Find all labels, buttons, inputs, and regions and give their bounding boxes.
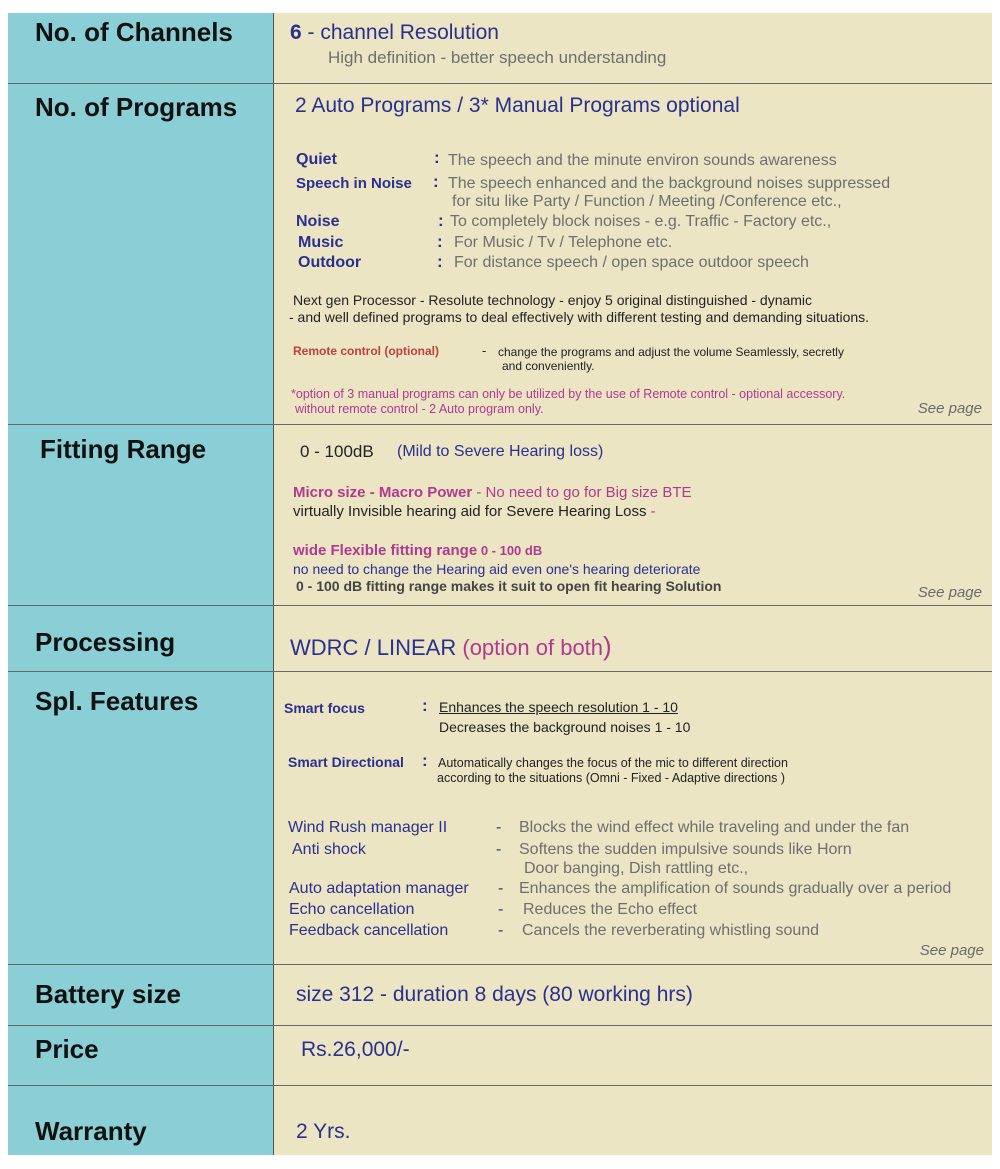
fitting-range-note: (Mild to Severe Hearing loss): [397, 443, 604, 460]
program-music-name: Music: [298, 234, 344, 251]
fitting-range-label: Fitting Range: [40, 434, 207, 464]
warranty-value: 2 Yrs.: [296, 1120, 351, 1143]
price-label: Price: [35, 1034, 99, 1064]
channels-subtext: High definition - better speech understanding: [328, 48, 667, 67]
smart-directional-line-1: Automatically changes the focus of the mic to different direction: [438, 756, 788, 770]
feature-wind-rush-name: Wind Rush manager II: [288, 819, 448, 836]
program-speech-noise-name: Speech in Noise: [296, 175, 412, 192]
smart-focus-line-1: Enhances the speech resolution 1 - 10: [439, 699, 678, 715]
row-price: [8, 1026, 992, 1085]
program-speech-noise-desc: The speech enhanced and the background noises suppressed: [448, 175, 891, 192]
smart-focus-line-2: Decreases the background noises 1 - 10: [439, 719, 691, 735]
invisible-line: virtually Invisible hearing aid for Severe Hearing Loss -: [293, 503, 656, 520]
smart-focus-name: Smart focus: [284, 700, 365, 716]
channels-label: No. of Channels: [35, 17, 233, 47]
spec-table: [8, 13, 992, 1155]
price-value: Rs.26,000/-: [301, 1038, 410, 1061]
battery-value: size 312 - duration 8 days (80 working hrs): [296, 983, 693, 1006]
feature-anti-shock-name: Anti shock: [292, 841, 366, 858]
row-programs: No. of Programs 2 Auto Programs / 3* Manual Programs optional Quiet : The speech and the minute environ sounds awareness Speech in Noise : The speech enhanced and the background noises suppressed for situ like Party / Function / Meeting /Conference etc., Noise : To completely block noises - e.g. Traffic - Factory etc., Music : For Music / Tv / Telephone etc. Outdoor : For distance speech / open space outdoor speech Next gen Processor - Resolute technology - enjoy 5 original distinguished - dynamic - and well defined programs to deal effectively with different testing and demanding situations. Remote control (optional) - change the programs and adjust the volume Seamlessly, secretly and conveniently. *option of 3 manual programs can only be utilized by the use of Remote control - optional accessory. without remote control - 2 Auto program only. See page: [8, 84, 992, 424]
processing-value: WDRC / LINEAR (option of both): [290, 631, 612, 661]
warranty-label: Warranty: [35, 1116, 147, 1146]
row-channels: [8, 13, 992, 83]
row-processing: [8, 606, 992, 671]
option-note-1: *option of 3 manual programs can only be utilized by the use of Remote control - optional accessory.: [291, 387, 846, 401]
micro-size-line: Micro size - Macro Power - No need to go for Big size BTE: [293, 484, 692, 501]
see-page-link[interactable]: See page: [917, 584, 982, 601]
feature-feedback-desc: Cancels the reverberating whistling sound: [522, 922, 820, 939]
feature-anti-shock-desc: Softens the sudden impulsive sounds like Horn: [519, 841, 852, 858]
feature-echo-desc: Reduces the Echo effect: [523, 901, 698, 918]
fitting-range-value: 0 - 100dB: [300, 442, 374, 461]
feature-echo-name: Echo cancellation: [289, 901, 415, 918]
remote-control-label: Remote control (optional): [293, 344, 439, 358]
special-features-label: Spl. Features: [35, 686, 199, 716]
feature-wind-rush-desc: Blocks the wind effect while traveling and under the fan: [519, 819, 910, 836]
option-note-2: without remote control - 2 Auto program only.: [295, 402, 544, 416]
row-warranty: [8, 1086, 992, 1155]
programs-headline: 2 Auto Programs / 3* Manual Programs optional: [295, 94, 740, 117]
smart-directional-line-2: according to the situations (Omni - Fixed - Adaptive directions ): [437, 771, 786, 785]
program-noise-desc: To completely block noises - e.g. Traffic - Factory etc.,: [450, 213, 832, 230]
processing-label: Processing: [35, 627, 176, 657]
feature-auto-adaptation-name: Auto adaptation manager: [289, 880, 469, 897]
flexible-range-line: wide Flexible fitting range 0 - 100 dB: [293, 542, 543, 559]
row-special-features: Spl. Features Smart focus : Enhances the speech resolution 1 - 10 Decreases the background noises 1 - 10 Smart Directional : Automatically changes the focus of the mic to different direction according to the situations (Omni - Fixed - Adaptive directions ) Wind Rush manager II - Blocks the wind effect while traveling and under the fan Anti shock - Softens the sudden impulsive sounds like Horn Door banging, Dish rattling etc., Auto adaptation manager - Enhances the amplification of sounds gradually over a period Echo cancellation - Reduces the Echo effect Feedback cancellation - Cancels the reverberating whistling sound See page: [8, 672, 992, 964]
program-quiet-desc: The speech and the minute environ sounds awareness: [448, 152, 837, 169]
program-quiet-name: Quiet: [296, 151, 337, 168]
remote-control-line-2: and conveniently.: [502, 359, 595, 373]
smart-directional-name: Smart Directional: [288, 754, 404, 770]
battery-label: Battery size: [35, 979, 181, 1009]
program-music-desc: For Music / Tv / Telephone etc.: [454, 234, 673, 251]
processor-line-2: - and well defined programs to deal effectively with different testing and demanding situations.: [289, 309, 870, 325]
channels-value: 6 - channel Resolution: [290, 21, 499, 44]
see-page-link[interactable]: See page: [917, 400, 982, 417]
program-noise-name: Noise: [296, 213, 340, 230]
flexible-range-line-2: no need to change the Hearing aid even one's hearing deteriorate: [293, 561, 701, 577]
program-outdoor-desc: For distance speech / open space outdoor speech: [454, 254, 809, 271]
see-page-link[interactable]: See page: [919, 942, 984, 959]
flexible-range-line-3: 0 - 100 dB fitting range makes it suit to open fit hearing Solution: [296, 578, 722, 594]
programs-label: No. of Programs: [35, 92, 238, 122]
feature-feedback-name: Feedback cancellation: [289, 922, 449, 939]
row-battery: [8, 965, 992, 1025]
row-fitting-range: [8, 425, 992, 605]
remote-control-line-1: change the programs and adjust the volume Seamlessly, secretly: [498, 345, 844, 359]
feature-auto-adaptation-desc: Enhances the amplification of sounds gradually over a period: [519, 880, 952, 897]
processor-line-1: Next gen Processor - Resolute technology - enjoy 5 original distinguished - dynamic: [293, 292, 813, 308]
program-outdoor-name: Outdoor: [298, 254, 362, 271]
